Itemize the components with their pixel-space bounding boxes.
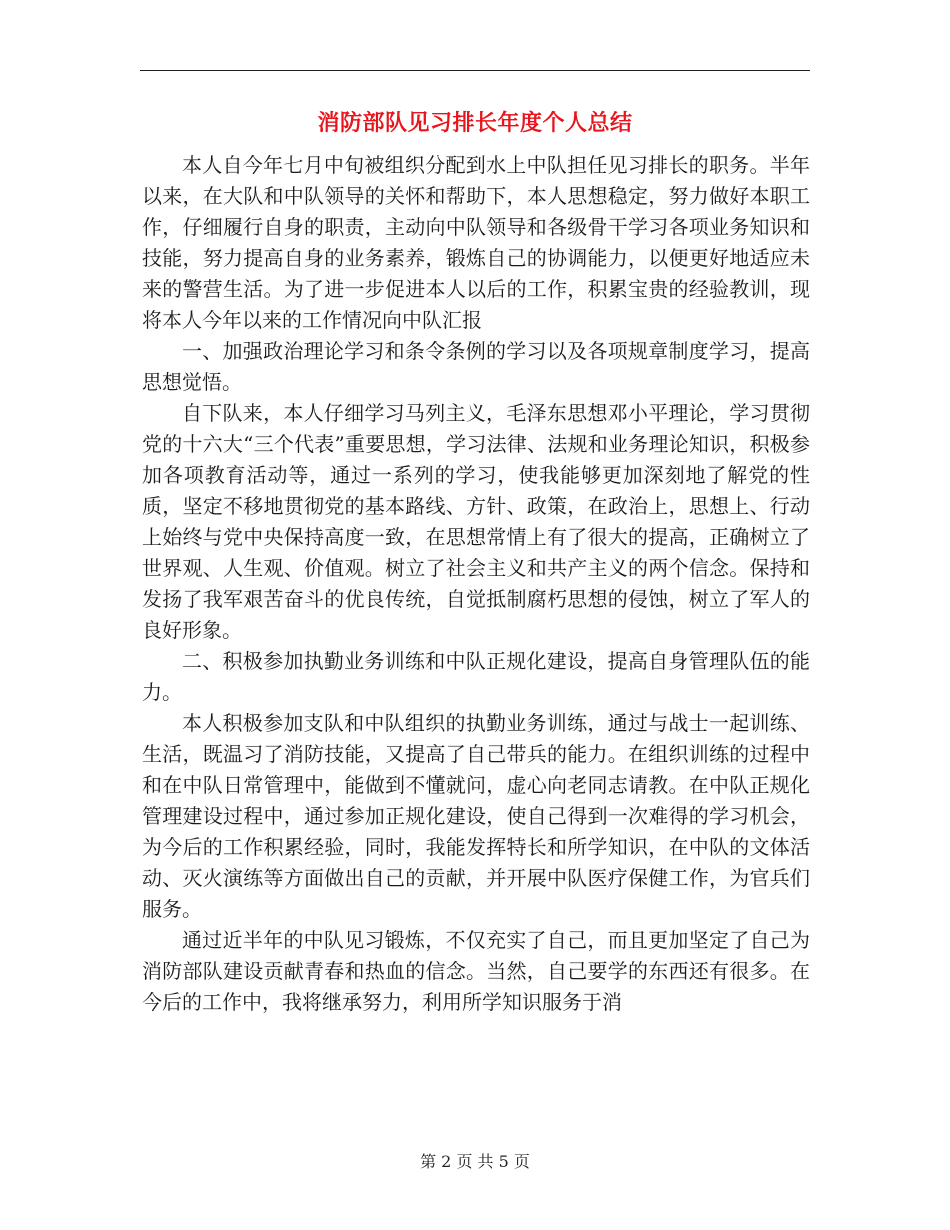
page-number: 第 2 页 共 5 页 [420, 1152, 530, 1171]
paragraph-conclusion: 通过近半年的中队见习锻炼，不仅充实了自己，而且更加坚定了自己为消防部队建设贡献青春和热血的信念。当然，自己要学的东西还有很多。在今后的工作中，我将继承努力，利用所学知识服务于消 [142, 928, 810, 1014]
document-title: 消防部队见习排长年度个人总结 [317, 111, 633, 136]
paragraph-section-1: 自下队来，本人仔细学习马列主义，毛泽东思想邓小平理论，学习贯彻党的十六大“三个代表”重要思想，学习法律、法规和业务理论知识，积极参加各项教育活动等，通过一系列的学习，使我能够更加深刻地了解党的性质，坚定不移地贯彻党的基本路线、方针、政策，在政治上，思想上、行动上始终与党中央保持高度一致，在思想常情上有了很大的提高，正确树立了世界观、人生观、价值观。树立了社会主义和共产主义的两个信念。保持和发扬了我军艰苦奋斗的优良传统，自觉抵制腐朽思想的侵蚀，树立了军人的良好形象。 [142, 401, 810, 642]
section-heading-2: 二、积极参加执勤业务训练和中队正规化建设，提高自身管理队伍的能力。 [142, 649, 810, 704]
paragraph-section-2: 本人积极参加支队和中队组织的执勤业务训练，通过与战士一起训练、生活，既温习了消防技能，又提高了自己带兵的能力。在组织训练的过程中和在中队日常管理中，能做到不懂就问，虚心向老同志请教。在中队正规化管理建设过程中，通过参加正规化建设，使自己得到一次难得的学习机会，为今后的工作积累经验，同时，我能发挥特长和所学知识，在中队的文体活动、灭火演练等方面做出自己的贡献，并开展中队医疗保健工作，为官兵们服务。 [142, 711, 810, 921]
paragraph-intro: 本人自今年七月中旬被组织分配到水上中队担任见习排长的职务。半年以来，在大队和中队领导的关怀和帮助下，本人思想稳定，努力做好本职工作，仔细履行自身的职责，主动向中队领导和各级骨干学习各项业务知识和技能，努力提高自身的业务素养，锻炼自己的协调能力，以便更好地适应未来的警营生活。为了进一步促进本人以后的工作，积累宝贵的经验教训，现将本人今年以来的工作情况向中队汇报 [142, 153, 810, 332]
header-rule [140, 70, 810, 71]
document-body [142, 150, 810, 1018]
section-heading-1: 一、加强政治理论学习和条令条例的学习以及各项规章制度学习，提高思想觉悟。 [142, 339, 810, 394]
